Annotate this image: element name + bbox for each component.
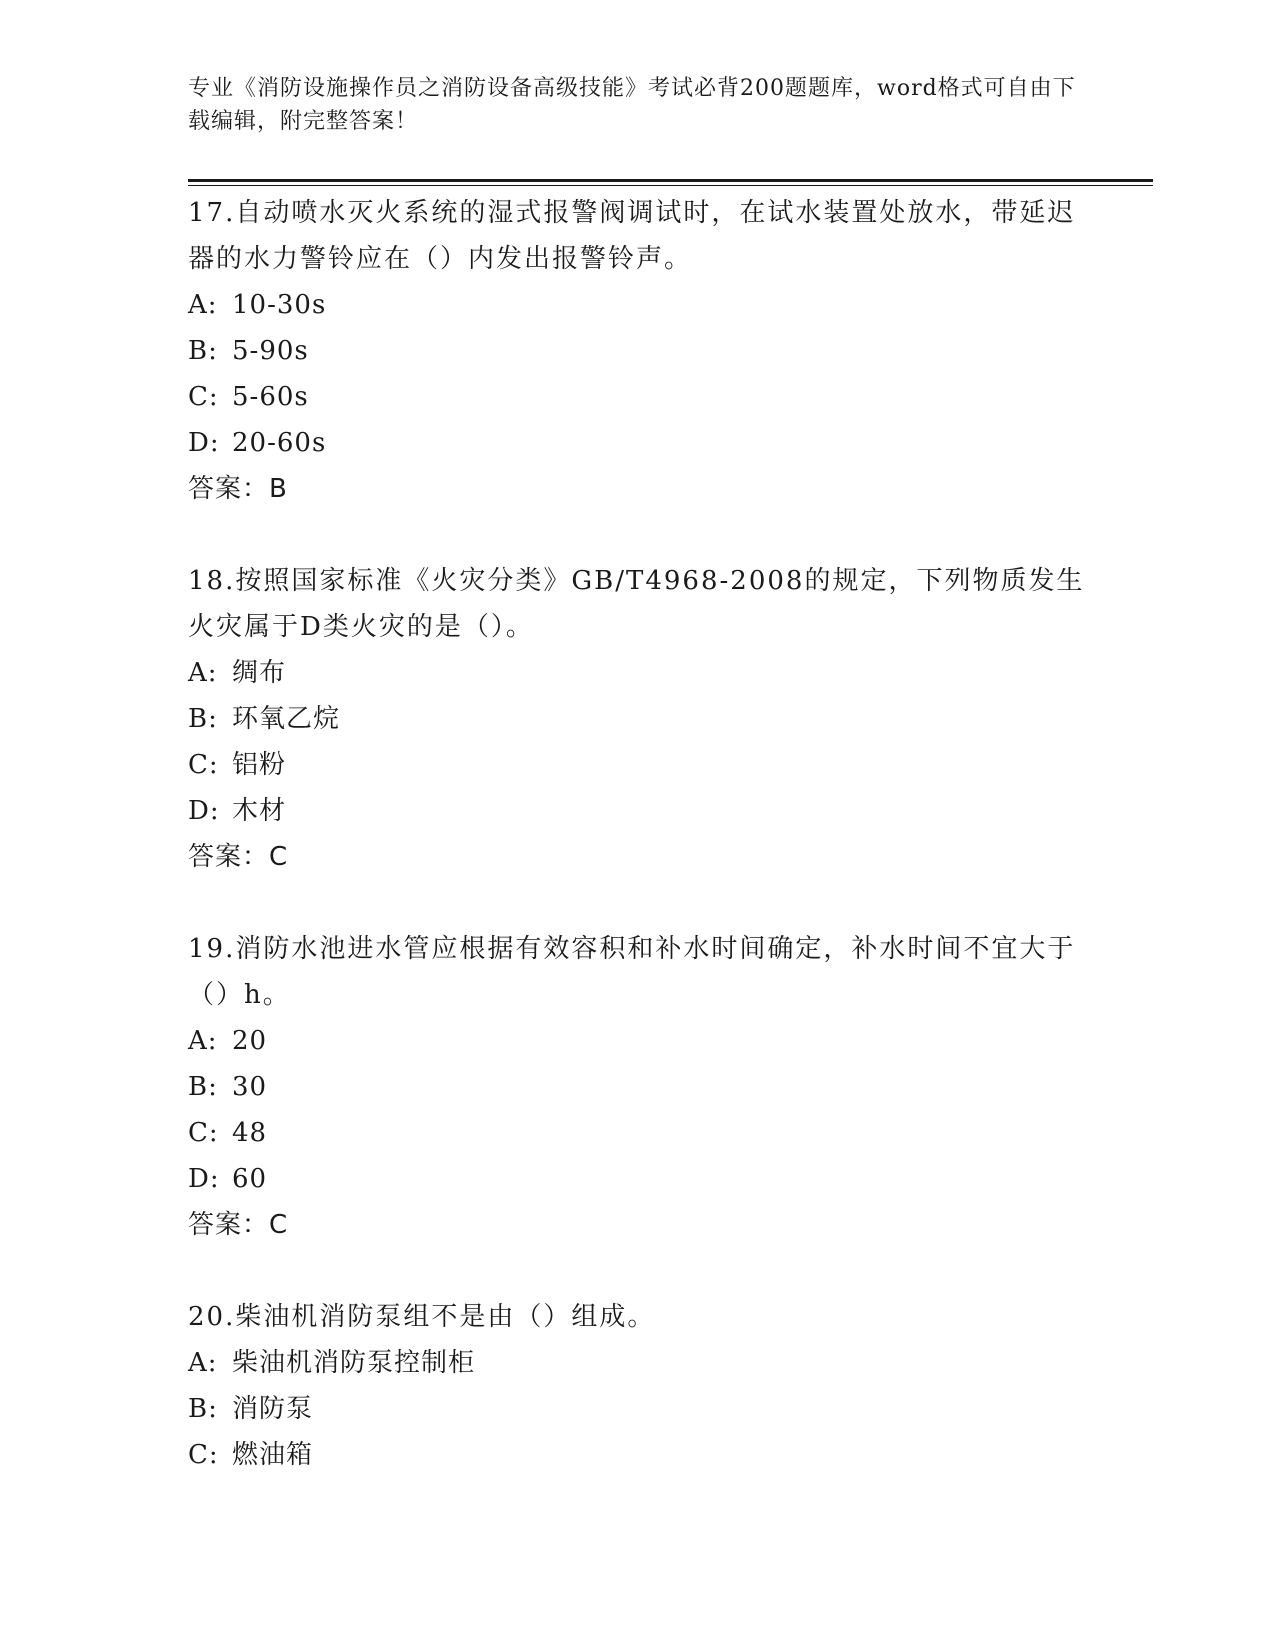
option-text: 20-60s [232,428,327,458]
option-key: B: [188,704,218,734]
option-text: 10-30s [232,290,327,320]
option-key: C: [188,750,219,780]
question-stem: 18.按照国家标准《火灾分类》GB/T4968-2008的规定，下列物质发生火灾属于D类火灾的是（）。 [188,566,1085,642]
question-spacer [188,880,1088,924]
option-c [188,374,1088,420]
option-a [188,650,1088,696]
answer-line: 答案：B [188,474,288,504]
option-key: A: [188,1348,218,1378]
option-key: B: [188,336,218,366]
option-text: 20 [232,1026,268,1056]
option-text: 48 [232,1118,268,1148]
question-spacer [188,512,1088,556]
option-text: 60 [232,1164,268,1194]
option-text: 绸布 [232,658,287,688]
option-key: D: [188,796,220,826]
option-key: D: [188,1164,220,1194]
header-divider-thick [188,179,1153,182]
option-c [188,1110,1088,1156]
option-d [188,420,1088,466]
question-20 [188,1292,1088,1478]
question-list [188,188,1088,1478]
option-key: D: [188,428,220,458]
question-spacer [188,1248,1088,1292]
option-d [188,1156,1088,1202]
option-b [188,328,1088,374]
option-b [188,1064,1088,1110]
option-key: C: [188,1118,219,1148]
option-text: 柴油机消防泵控制柜 [232,1348,476,1378]
option-key: B: [188,1394,218,1424]
option-b [188,1386,1088,1432]
option-key: A: [188,658,218,688]
header-divider-thin [188,185,1153,186]
option-a [188,1018,1088,1064]
option-b [188,696,1088,742]
option-text: 铝粉 [232,750,287,780]
option-key: C: [188,1440,219,1470]
option-text: 木材 [232,796,287,826]
option-a [188,282,1088,328]
option-d [188,788,1088,834]
question-18 [188,556,1088,880]
question-17 [188,188,1088,512]
question-stem: 17.自动喷水灭火系统的湿式报警阀调试时，在试水装置处放水，带延迟器的水力警铃应在（）内发出报警铃声。 [188,198,1076,274]
option-text: 30 [232,1072,268,1102]
option-text: 5-90s [232,336,309,366]
option-a [188,1340,1088,1386]
answer-line: 答案：C [188,842,289,872]
option-text: 消防泵 [232,1394,314,1424]
option-key: B: [188,1072,218,1102]
answer-line: 答案：C [188,1210,289,1240]
option-text: 燃油箱 [232,1440,314,1470]
document-header: 专业《消防设施操作员之消防设备高级技能》考试必背200题题库，word格式可自由下载编辑，附完整答案！ [188,76,1076,134]
option-text: 5-60s [232,382,309,412]
option-key: A: [188,290,218,320]
question-19 [188,924,1088,1248]
option-key: A: [188,1026,218,1056]
question-stem: 20.柴油机消防泵组不是由（）组成。 [188,1302,656,1332]
question-stem: 19.消防水池进水管应根据有效容积和补水时间确定，补水时间不宜大于（）h。 [188,934,1076,1010]
option-c [188,1432,1088,1478]
option-text: 环氧乙烷 [232,704,341,734]
option-c [188,742,1088,788]
option-key: C: [188,382,219,412]
